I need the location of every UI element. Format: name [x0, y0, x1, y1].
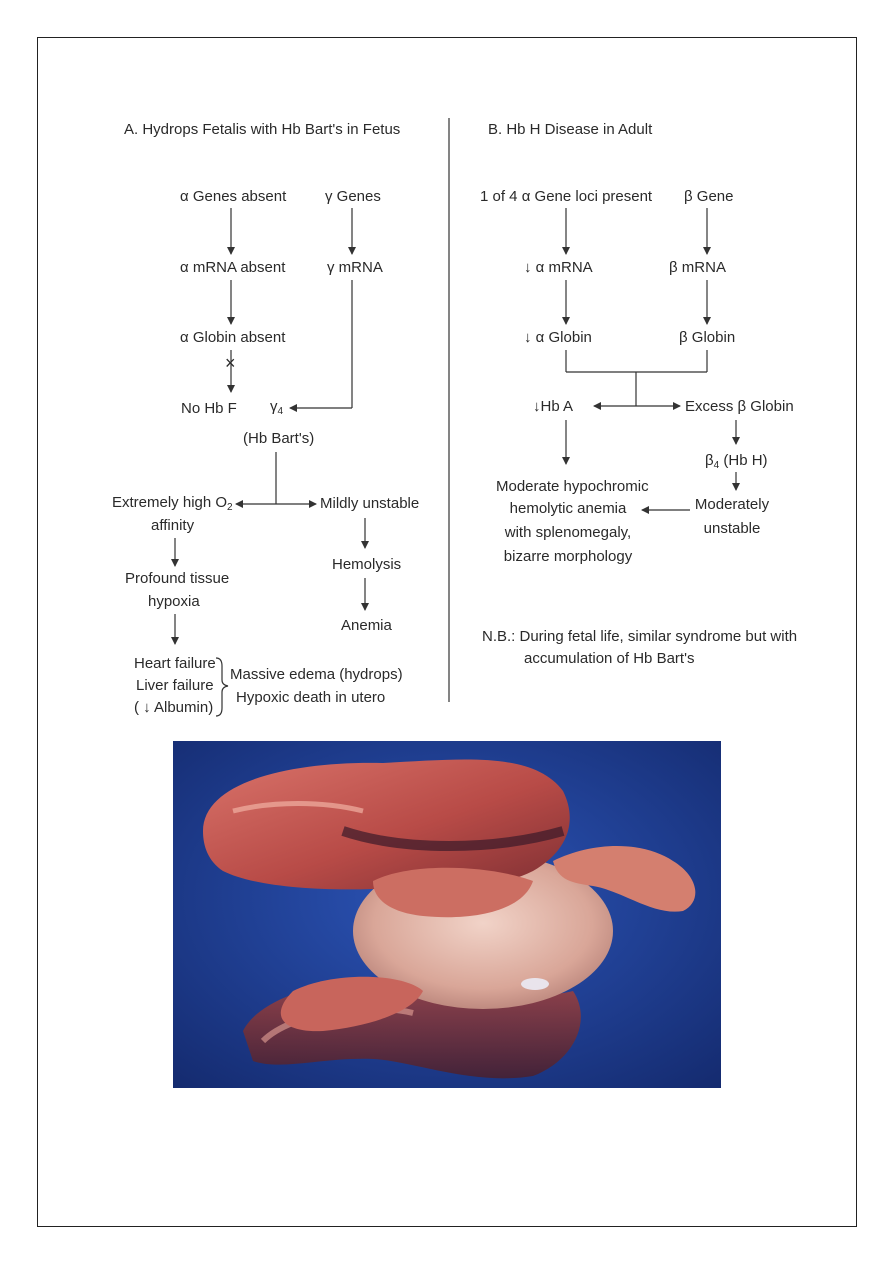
gamma4-label: $\gamma_4$: [270, 398, 284, 417]
beta4-hbh-label: $\beta_4$ (Hb H): [705, 452, 768, 471]
hb-a-label: ↓Hb A: [533, 398, 574, 415]
nb-note-line1: N.B.: During fetal life, similar syndrome but with: [482, 628, 798, 645]
moderate-anemia-line4: bizarre morphology: [503, 548, 633, 565]
beta-mrna-label: β mRNA: [669, 259, 726, 276]
moderate-anemia-line3: with splenomegaly,: [504, 524, 632, 541]
affinity-label: affinity: [151, 517, 195, 534]
gene-loci-label: 1 of 4 α Gene loci present: [480, 188, 653, 205]
panel-a-title: A. Hydrops Fetalis with Hb Bart's in Fetus: [124, 121, 401, 138]
moderately-unstable-line1: Moderately: [694, 496, 770, 513]
panel-b-title: B. Hb H Disease in Adult: [488, 121, 653, 138]
blocked-mark-icon: ×: [225, 353, 236, 373]
hemolysis-label: Hemolysis: [332, 556, 402, 573]
b-alpha-globin-label: ↓ α Globin: [524, 329, 592, 346]
excess-beta-label: Excess β Globin: [685, 398, 794, 415]
extremely-high-label: Extremely high $O_2$: [112, 494, 233, 513]
albumin-label: ( ↓ Albumin): [134, 699, 214, 716]
profound-hypoxia-line2: hypoxia: [148, 593, 200, 610]
hb-barts-label: (Hb Bart's): [243, 430, 315, 447]
beta-globin-label: β Globin: [679, 329, 736, 346]
heart-failure-label: Heart failure: [134, 655, 216, 672]
no-hbf-label: No Hb F: [181, 400, 237, 417]
hydrops-fetus-photo: [173, 741, 721, 1088]
massive-edema-label: Massive edema (hydrops): [230, 666, 403, 683]
liver-failure-label: Liver failure: [136, 677, 214, 694]
alpha-genes-label: α Genes absent: [180, 188, 287, 205]
mildly-unstable-label: Mildly unstable: [320, 495, 420, 512]
beta-gene-label: β Gene: [684, 188, 734, 205]
bracket: [216, 658, 228, 716]
alpha-mrna-label: α mRNA absent: [180, 259, 286, 276]
gamma-genes-label: γ Genes: [325, 188, 381, 205]
moderately-unstable-line2: unstable: [703, 520, 761, 537]
b-alpha-mrna-label: ↓ α mRNA: [524, 259, 593, 276]
profound-hypoxia-line1: Profound tissue: [125, 570, 230, 587]
moderate-anemia-line1: Moderate hypochromic: [496, 478, 649, 495]
moderate-anemia-line2: hemolytic anemia: [509, 500, 627, 517]
hypoxic-death-label: Hypoxic death in utero: [236, 689, 386, 706]
anemia-label: Anemia: [341, 617, 392, 634]
alpha-globin-label: α Globin absent: [180, 329, 286, 346]
gamma-mrna-label: γ mRNA: [327, 259, 383, 276]
nb-note-line2: accumulation of Hb Bart's: [524, 650, 695, 667]
